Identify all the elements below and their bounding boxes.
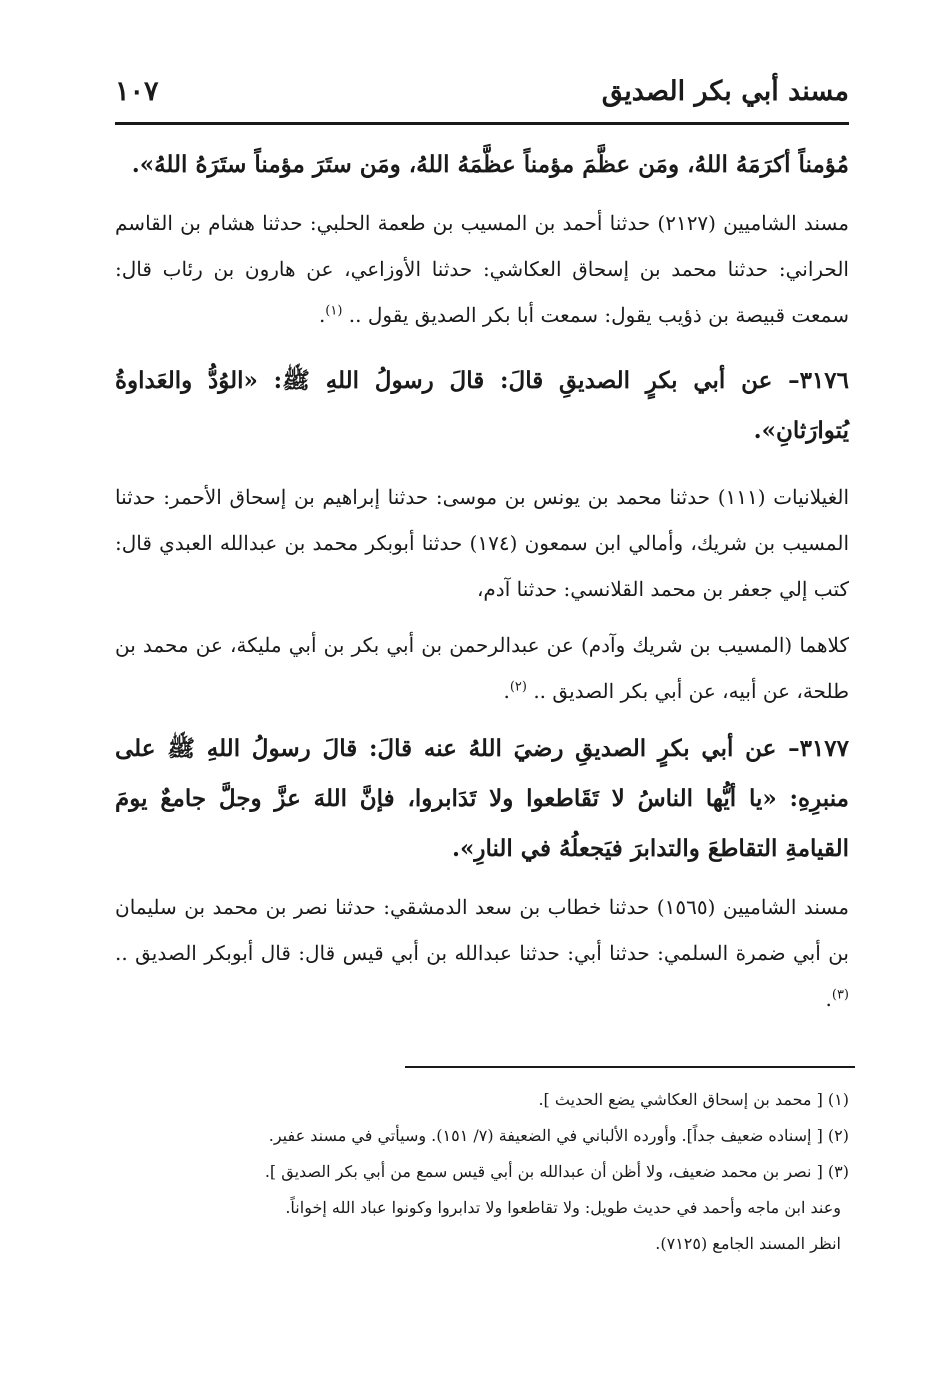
chain-of-narration: الغيلانيات (١١١) حدثنا محمد بن يونس بن موسى: حدثنا إبراهيم بن إسحاق الأحمر: حدثنا المسيب بن شريك، وأمالي ابن سمعون (١٧٤) حدثنا أبوبكر محمد بن عبدالله العبدي قال: كتب إلي جعفر بن محمد القلانسي: حدثنا آدم، bbox=[115, 485, 850, 601]
footnote-continuation: وعند ابن ماجه وأحمد في حديث طويل: ولا تقاطعوا ولا تدابروا وكونوا عباد الله إخواناً. bbox=[285, 1198, 841, 1217]
footnote: (٢) [ إسناده ضعيف جداً]. وأورده الألباني في الضعيفة (٧/ ١٥١). وسيأتي في مسند عفير. bbox=[268, 1126, 849, 1145]
footnotes bbox=[115, 1082, 849, 1262]
header-rule bbox=[115, 122, 849, 125]
hadith-text: ٣١٧٧– عن أبي بكرٍ الصديقِ رضيَ اللهُ عنه قالَ: قالَ رسولُ اللهِ ﷺ على منبرِهِ: «يا أيُّها الناسُ لا تَقَاطعوا ولا تَدَابروا، فإنَّ اللهَ عزَّ وجلَّ جامعٌ يومَ القيامةِ التقاطعَ والتدابرَ فيَجعلُهُ في النارِ». bbox=[115, 735, 849, 862]
hadith-text: مُؤمناً أكرَمَهُ اللهُ، ومَن عظَّمَ مؤمناً عظَّمَهُ اللهُ، ومَن ستَرَ مؤمناً ستَرَهُ اللهُ». bbox=[131, 151, 849, 178]
main-text bbox=[115, 140, 849, 1022]
footnote-rule bbox=[405, 1066, 855, 1068]
hadith-text: ٣١٧٦– عن أبي بكرٍ الصديقِ قالَ: قالَ رسولُ اللهِ ﷺ: «الوُدُّ والعَداوةُ يُتوارَثانِ». bbox=[115, 367, 849, 444]
footnote-ref: (٣) bbox=[831, 987, 849, 1003]
footnote-continuation: انظر المسند الجامع (٧١٢٥). bbox=[655, 1234, 841, 1253]
footnote: (١) [ محمد بن إسحاق العكاشي يضع الحديث ]. bbox=[538, 1090, 849, 1109]
chain-of-narration: مسند الشاميين (٢١٢٧) حدثنا أحمد بن المسيب بن طعمة الحلبي: حدثنا هشام بن القاسم الحراني: حدثنا محمد بن إسحاق العكاشي: حدثنا الأوزاعي، عن هارون بن رئاب قال: سمعت قبيصة بن ذؤيب يقول: سمعت أبا بكر الصديق يقول .. $^{(١)}$. bbox=[115, 211, 850, 327]
page-number: ١٠٧ bbox=[115, 76, 159, 107]
footnote-ref: (١) bbox=[325, 303, 343, 319]
footnote-ref: (٢) bbox=[509, 679, 527, 695]
chain-of-narration: كلاهما (المسيب بن شريك وآدم) عن عبدالرحمن بن أبي بكر بن أبي مليكة، عن محمد بن طلحة، عن أبيه، عن أبي بكر الصديق .. $^{(٢)}$. bbox=[115, 633, 849, 703]
footnote: (٣) [ نصر بن محمد ضعيف، ولا أظن أن عبدالله بن أبي قيس سمع من أبي بكر الصديق ]. bbox=[264, 1162, 849, 1181]
running-title: مسند أبي بكر الصديق bbox=[601, 76, 849, 107]
chain-of-narration: مسند الشاميين (١٥٦٥) حدثنا خطاب بن سعد الدمشقي: حدثنا نصر بن محمد بن سليمان بن أبي ضمرة السلمي: حدثنا أبي: حدثنا عبدالله بن أبي قيس قال: قال أبوبكر الصديق .. $^{(٣)}$. bbox=[115, 895, 849, 1011]
page-header bbox=[115, 72, 849, 116]
